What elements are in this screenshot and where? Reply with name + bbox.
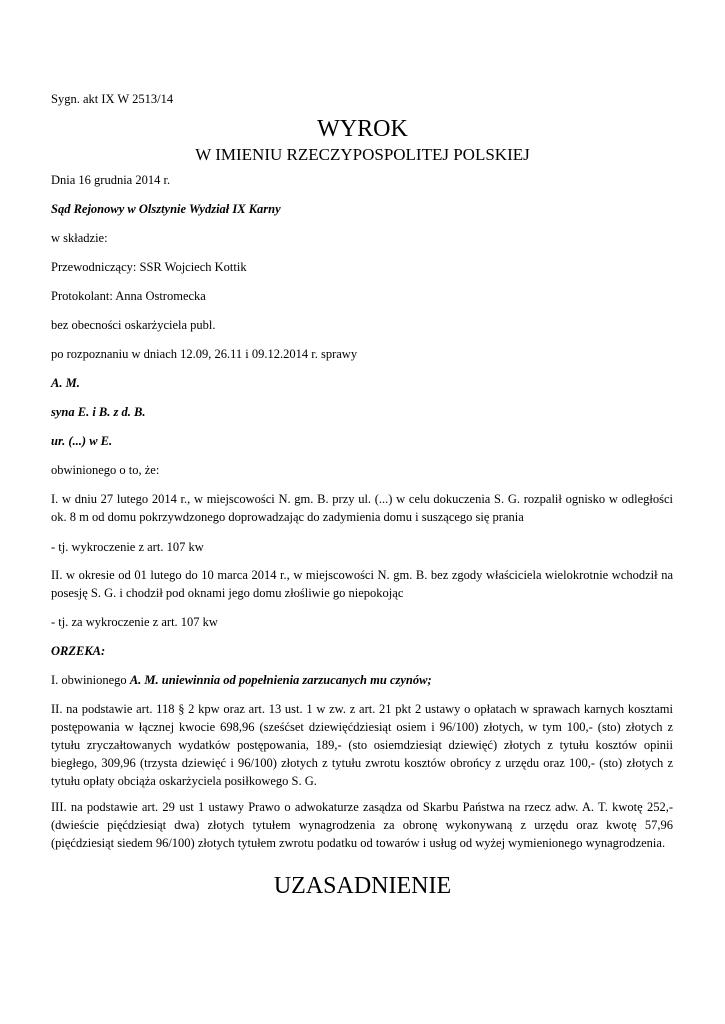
ruling-2: II. na podstawie art. 118 § 2 kpw oraz art. 13 ust. 1 w zw. z art. 21 pkt 2 ustawy o opłatach w sprawach karnych kosztami postępowania w łącznej kwocie 698,96 (sześćset dziewięćdziesiąt osiem i 96/100) złotych, w tym 100,- (sto) złotych z tytułu zryczałtowanych wydatków postępowania, 189,- (sto osiemdziesiąt dziewięć) złotych z tytułu kosztów opinii biegłego, 309,96 (trzysta dziewięć i 96/100) złotych z tytułu zwrotu kosztów obrońcy z urzędu oraz 100,- (sto) złotych z tytułu opłaty obciąża oskarżyciela posiłkowego S. G. (51, 702, 673, 788)
justification-header: UZASADNIENIE (273, 873, 452, 899)
charge-1-qualification: - tj. wykroczenie z art. 107 kw (51, 540, 204, 554)
hearing-dates: po rozpoznaniu w dniach 12.09, 26.11 i 09.12.2014 r. sprawy (51, 347, 358, 361)
ruling-header: ORZEKA: (51, 644, 106, 658)
court-name: Sąd Rejonowy w Olsztynie Wydział IX Karny (51, 202, 281, 216)
defendant-name: A. M. (51, 376, 80, 390)
charge-1: I. w dniu 27 lutego 2014 r., w miejscowości N. gm. B. przy ul. (...) w celu dokuczenia S. G. rozpalił ognisko w odległości ok. 8 m od domu pokrzywdzonego doprowadzając do zadymienia domu i suszącego się prania (51, 492, 673, 524)
prosecutor-note: bez obecności oskarżyciela publ. (51, 318, 216, 332)
document-title: WYROK (317, 116, 408, 142)
ruling-1-prefix: I. obwinionego (51, 673, 130, 687)
accusation-intro: obwinionego o to, że: (51, 463, 160, 477)
charge-2: II. w okresie od 01 lutego do 10 marca 2014 r., w miejscowości N. gm. B. bez zgody właściciela wielokrotnie wchodził na posesję S. G. i chodził pod oknami jego domu złośliwie go niepokojąc (51, 568, 673, 600)
document-subtitle: W IMIENIU RZECZYPOSPOLITEJ POLSKIEJ (195, 145, 530, 164)
ruling-1 (51, 671, 432, 689)
defendant-birth: ur. (...) w E. (51, 434, 113, 448)
ruling-3: III. na podstawie art. 29 ust 1 ustawy Prawo o adwokaturze zasądza od Skarbu Państwa na rzecz adw. A. T. kwotę 252,- (dwieście pięćdziesiąt dwa) złotych tytułem wynagrodzenia za obronę wykonywaną z urzędu oraz kwotę 57,96 (pięćdziesiąt siedem 96/100) złotych tytułem zwrotu podatku od towarów i usług od wyżej wymienionego wynagrodzenia. (51, 800, 673, 850)
court-clerk: Protokolant: Anna Ostromecka (51, 289, 206, 303)
charge-2-qualification: - tj. za wykroczenie z art. 107 kw (51, 615, 218, 629)
presiding-judge: Przewodniczący: SSR Wojciech Kottik (51, 260, 247, 274)
composition-label: w składzie: (51, 231, 108, 245)
defendant-parents: syna E. i B. z d. B. (51, 405, 146, 419)
judgment-date: Dnia 16 grudnia 2014 r. (51, 173, 171, 187)
ruling-1-verdict: A. M. uniewinnia od popełnienia zarzucanych mu czynów; (129, 673, 432, 687)
case-signature: Sygn. akt IX W 2513/14 (51, 92, 174, 106)
